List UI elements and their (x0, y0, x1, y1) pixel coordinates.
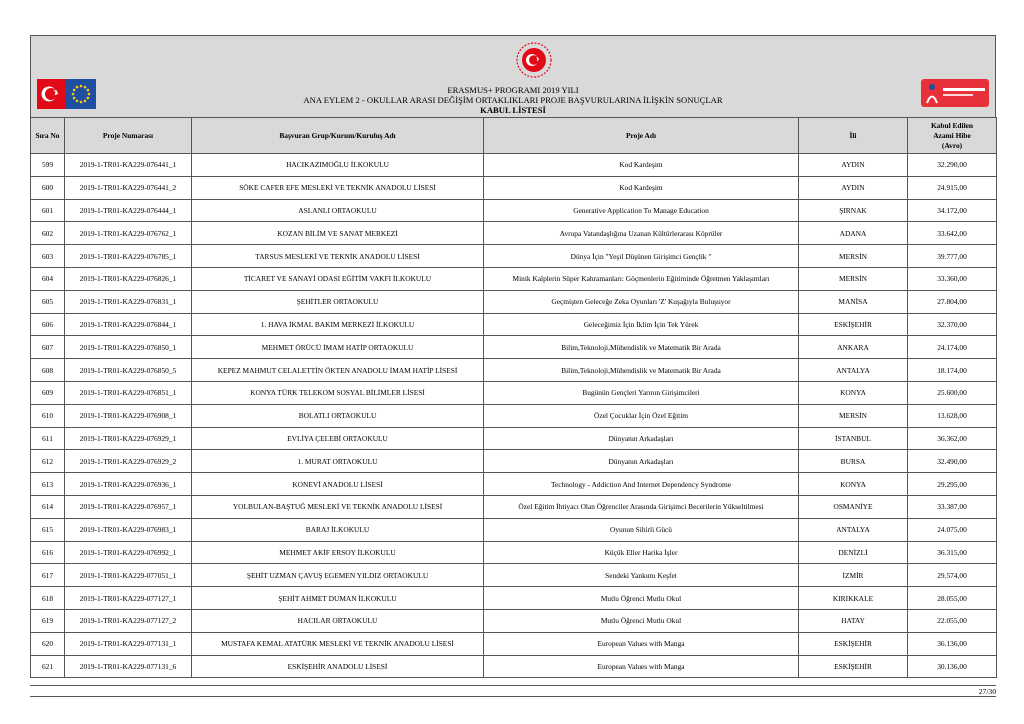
row-project-number: 2019-1-TR01-KA229-076850_1 (65, 336, 192, 359)
row-grant: 22.055,00 (908, 609, 997, 632)
row-grant: 33.387,00 (908, 495, 997, 518)
row-grant: 24.075,00 (908, 518, 997, 541)
row-project-number: 2019-1-TR01-KA229-076831_1 (65, 290, 192, 313)
row-applicant: HACIKAZIMOĞLU İLKOKULU (192, 154, 484, 177)
row-city: AYDIN (799, 176, 908, 199)
hibe-header-line3: (Avro) (941, 140, 963, 150)
table-row (31, 632, 997, 655)
row-city: MERSİN (799, 267, 908, 290)
table-row (31, 313, 997, 336)
row-applicant: ŞEHİT AHMET DUMAN İLKOKULU (192, 587, 484, 610)
row-project-name: Dünya İçin "Yeşil Düşünen Girişimci Gençlik " (484, 245, 799, 268)
row-no: 618 (31, 587, 65, 610)
col-header-proje-adi: Proje Adı (484, 118, 799, 154)
row-city: ESKİŞEHİR (799, 655, 908, 678)
row-no: 612 (31, 450, 65, 473)
row-city: ANTALYA (799, 359, 908, 382)
row-no: 608 (31, 359, 65, 382)
row-no: 614 (31, 495, 65, 518)
row-grant: 24.174,00 (908, 336, 997, 359)
table-row (31, 245, 997, 268)
row-city: KIRIKKALE (799, 587, 908, 610)
results-table (30, 117, 997, 678)
row-project-name: European Values with Manga (484, 655, 799, 678)
row-project-name: Özel Çocuklar İçin Özel Eğitim (484, 404, 799, 427)
row-grant: 33.360,00 (908, 267, 997, 290)
row-project-number: 2019-1-TR01-KA229-076908_1 (65, 404, 192, 427)
row-applicant: BOLATLI ORTAOKULU (192, 404, 484, 427)
col-header-proje-numarasi: Proje Numarası (65, 118, 192, 154)
row-project-number: 2019-1-TR01-KA229-076441_2 (65, 176, 192, 199)
table-row (31, 336, 997, 359)
row-no: 620 (31, 632, 65, 655)
row-applicant: MUSTAFA KEMAL ATATÜRK MESLEKİ VE TEKNİK ANADOLU LİSESİ (192, 632, 484, 655)
row-applicant: ŞEHİT UZMAN ÇAVUŞ EGEMEN YILDIZ ORTAOKULU (192, 564, 484, 587)
row-grant: 32.290,00 (908, 154, 997, 177)
row-grant: 27.804,00 (908, 290, 997, 313)
row-applicant: HACILAR ORTAOKULU (192, 609, 484, 632)
row-no: 599 (31, 154, 65, 177)
row-project-name: Özel Eğitim İhtiyacı Olan Öğrenciler Arasında Girişimci Becerilerin Yükseltilmesi (484, 495, 799, 518)
row-grant: 36.362,00 (908, 427, 997, 450)
row-city: ADANA (799, 222, 908, 245)
row-city: İZMİR (799, 564, 908, 587)
row-no: 607 (31, 336, 65, 359)
row-grant: 18.174,00 (908, 359, 997, 382)
table-row (31, 290, 997, 313)
program-title: ERASMUS+ PROGRAMI 2019 YILI (447, 85, 579, 95)
row-no: 605 (31, 290, 65, 313)
row-project-name: Bilim,Teknoloji,Mühendislik ve Matematik Bir Arada (484, 359, 799, 382)
row-applicant: MEHMET AKİF ERSOY İLKOKULU (192, 541, 484, 564)
row-city: MERSİN (799, 245, 908, 268)
row-project-name: Geleceğimiz İçin İklim İçin Tek Yürek (484, 313, 799, 336)
row-project-number: 2019-1-TR01-KA229-076444_1 (65, 199, 192, 222)
row-grant: 33.642,00 (908, 222, 997, 245)
row-project-number: 2019-1-TR01-KA229-076441_1 (65, 154, 192, 177)
row-city: BURSA (799, 450, 908, 473)
row-project-number: 2019-1-TR01-KA229-076936_1 (65, 473, 192, 496)
row-grant: 36.136,00 (908, 632, 997, 655)
row-applicant: KONYA TÜRK TELEKOM SOSYAL BİLİMLER LİSESİ (192, 381, 484, 404)
row-project-number: 2019-1-TR01-KA229-076851_1 (65, 381, 192, 404)
row-grant: 30.136,00 (908, 655, 997, 678)
row-applicant: 1. HAVA İKMAL BAKIM MERKEZİ İLKOKULU (192, 313, 484, 336)
row-no: 613 (31, 473, 65, 496)
table-row (31, 154, 997, 177)
row-no: 602 (31, 222, 65, 245)
row-project-name: Generative Application To Manage Education (484, 199, 799, 222)
table-row (31, 222, 997, 245)
row-no: 604 (31, 267, 65, 290)
row-project-name: Avrupa Vatandaşlığına Uzanan Kültürlerarası Köprüler (484, 222, 799, 245)
row-grant: 29.574,00 (908, 564, 997, 587)
row-city: MERSİN (799, 404, 908, 427)
row-city: ANTALYA (799, 518, 908, 541)
table-header-row (31, 118, 997, 154)
row-applicant: YOLBULAN-BAŞTUĞ MESLEKİ VE TEKNİK ANADOLU LİSESİ (192, 495, 484, 518)
table-row (31, 473, 997, 496)
row-project-name: Kod Kardeşim (484, 176, 799, 199)
table-row (31, 495, 997, 518)
table-body (31, 154, 997, 678)
table-row (31, 450, 997, 473)
row-project-name: Dünyanın Arkadaşları (484, 450, 799, 473)
row-applicant: ASLANLI ORTAOKULU (192, 199, 484, 222)
row-city: ESKİŞEHİR (799, 632, 908, 655)
col-header-sira-no: Sıra No (31, 118, 65, 154)
row-project-number: 2019-1-TR01-KA229-076957_1 (65, 495, 192, 518)
row-no: 611 (31, 427, 65, 450)
document-page (30, 35, 996, 678)
row-project-name: Minik Kalplerin Süper Kahramanları: Göçmenlerin Eğitiminde Öğretmen Yaklaşımları (484, 267, 799, 290)
col-header-basvuran: Başvuran Grup/Kurum/Kuruluş Adı (192, 118, 484, 154)
row-grant: 39.777,00 (908, 245, 997, 268)
row-no: 610 (31, 404, 65, 427)
table-row (31, 518, 997, 541)
row-grant: 28.055,00 (908, 587, 997, 610)
row-project-number: 2019-1-TR01-KA229-076929_1 (65, 427, 192, 450)
row-project-name: Kod Kardeşim (484, 154, 799, 177)
row-no: 609 (31, 381, 65, 404)
row-applicant: TARSUS MESLEKİ VE TEKNİK ANADOLU LİSESİ (192, 245, 484, 268)
row-no: 617 (31, 564, 65, 587)
row-project-name: Geçmişten Geleceğe Zeka Oyunları 'Z' Kuşağıyla Buluşuyor (484, 290, 799, 313)
row-no: 600 (31, 176, 65, 199)
row-project-number: 2019-1-TR01-KA229-076826_1 (65, 267, 192, 290)
row-project-number: 2019-1-TR01-KA229-077127_2 (65, 609, 192, 632)
row-applicant: BARAJ İLKOKULU (192, 518, 484, 541)
row-applicant: ŞEHİTLER ORTAOKULU (192, 290, 484, 313)
row-project-name: Bugünün Gençleri Yarının Girişimcileri (484, 381, 799, 404)
table-row (31, 564, 997, 587)
row-grant: 24.915,00 (908, 176, 997, 199)
row-project-number: 2019-1-TR01-KA229-076785_1 (65, 245, 192, 268)
table-row (31, 427, 997, 450)
row-project-name: Oyunun Sihirli Gücü (484, 518, 799, 541)
row-project-number: 2019-1-TR01-KA229-077051_1 (65, 564, 192, 587)
row-project-name: Küçük Eller Harika İşler (484, 541, 799, 564)
hibe-header-line2: Azami Hibe (933, 130, 971, 140)
row-project-number: 2019-1-TR01-KA229-077131_6 (65, 655, 192, 678)
row-city: ANKARA (799, 336, 908, 359)
row-city: MANİSA (799, 290, 908, 313)
row-project-number: 2019-1-TR01-KA229-076929_2 (65, 450, 192, 473)
row-project-name: Bilim,Teknoloji,Mühendislik ve Matematik Bir Arada (484, 336, 799, 359)
table-row (31, 267, 997, 290)
table-row (31, 359, 997, 382)
row-project-number: 2019-1-TR01-KA229-077127_1 (65, 587, 192, 610)
row-city: ŞIRNAK (799, 199, 908, 222)
table-row (31, 381, 997, 404)
row-no: 619 (31, 609, 65, 632)
row-grant: 36.315,00 (908, 541, 997, 564)
row-applicant: EVLİYA ÇELEBİ ORTAOKULU (192, 427, 484, 450)
row-no: 606 (31, 313, 65, 336)
row-project-name: Mutlu Öğrenci Mutlu Okul (484, 609, 799, 632)
row-city: HATAY (799, 609, 908, 632)
col-header-ili: İli (799, 118, 908, 154)
table-row (31, 587, 997, 610)
row-project-name: Dünyanın Arkadaşları (484, 427, 799, 450)
program-subtitle: ANA EYLEM 2 - OKULLAR ARASI DEĞİŞİM ORTAKLIKLARI PROJE BAŞVURULARINA İLİŞKİN SONUÇLAR (303, 95, 723, 105)
row-applicant: 1. MURAT ORTAOKULU (192, 450, 484, 473)
row-no: 615 (31, 518, 65, 541)
table-row (31, 655, 997, 678)
footer-divider (30, 696, 996, 697)
row-city: KONYA (799, 381, 908, 404)
row-project-number: 2019-1-TR01-KA229-076850_5 (65, 359, 192, 382)
row-project-name: Mutlu Öğrenci Mutlu Okul (484, 587, 799, 610)
table-row (31, 609, 997, 632)
row-applicant: ESKİŞEHİR ANADOLU LİSESİ (192, 655, 484, 678)
page-number: 27/30 (978, 687, 996, 696)
row-city: ESKİŞEHİR (799, 313, 908, 336)
row-applicant: KEPEZ MAHMUT CELALETTİN ÖKTEN ANADOLU İMAM HATİP LİSESİ (192, 359, 484, 382)
col-header-hibe (908, 118, 997, 154)
table-row (31, 199, 997, 222)
row-project-number: 2019-1-TR01-KA229-077131_1 (65, 632, 192, 655)
row-city: İSTANBUL (799, 427, 908, 450)
row-city: OSMANİYE (799, 495, 908, 518)
row-city: KONYA (799, 473, 908, 496)
row-no: 603 (31, 245, 65, 268)
header-banner (30, 35, 996, 117)
row-city: AYDIN (799, 154, 908, 177)
row-grant: 32.370,00 (908, 313, 997, 336)
row-grant: 13.628,00 (908, 404, 997, 427)
table-row (31, 404, 997, 427)
row-city: DENİZLİ (799, 541, 908, 564)
row-project-name: European Values with Manga (484, 632, 799, 655)
table-row (31, 176, 997, 199)
row-project-number: 2019-1-TR01-KA229-076844_1 (65, 313, 192, 336)
row-grant: 25.600,00 (908, 381, 997, 404)
row-project-name: Technology - Addiction And Internet Dependency Syndrome (484, 473, 799, 496)
row-no: 616 (31, 541, 65, 564)
row-project-number: 2019-1-TR01-KA229-076762_1 (65, 222, 192, 245)
table-row (31, 541, 997, 564)
row-grant: 29.295,00 (908, 473, 997, 496)
row-applicant: KONEVİ ANADOLU LİSESİ (192, 473, 484, 496)
row-no: 621 (31, 655, 65, 678)
row-grant: 34.172,00 (908, 199, 997, 222)
row-grant: 32.490,00 (908, 450, 997, 473)
row-project-number: 2019-1-TR01-KA229-076983_1 (65, 518, 192, 541)
row-applicant: TİCARET VE SANAYİ ODASI EĞİTİM VAKFI İLKOKULU (192, 267, 484, 290)
row-applicant: MEHMET ÖRÜCÜ İMAM HATİP ORTAOKULU (192, 336, 484, 359)
row-applicant: KOZAN BİLİM VE SANAT MERKEZİ (192, 222, 484, 245)
ministry-emblem-icon (511, 40, 557, 80)
hibe-header-line1: Kabul Edilen (930, 120, 974, 130)
row-project-number: 2019-1-TR01-KA229-076992_1 (65, 541, 192, 564)
row-no: 601 (31, 199, 65, 222)
row-applicant: SÖKE CAFER EFE MESLEKİ VE TEKNİK ANADOLU LİSESİ (192, 176, 484, 199)
row-project-name: Sendeki Yankımı Keşfet (484, 564, 799, 587)
list-title: KABUL LİSTESİ (480, 105, 546, 115)
